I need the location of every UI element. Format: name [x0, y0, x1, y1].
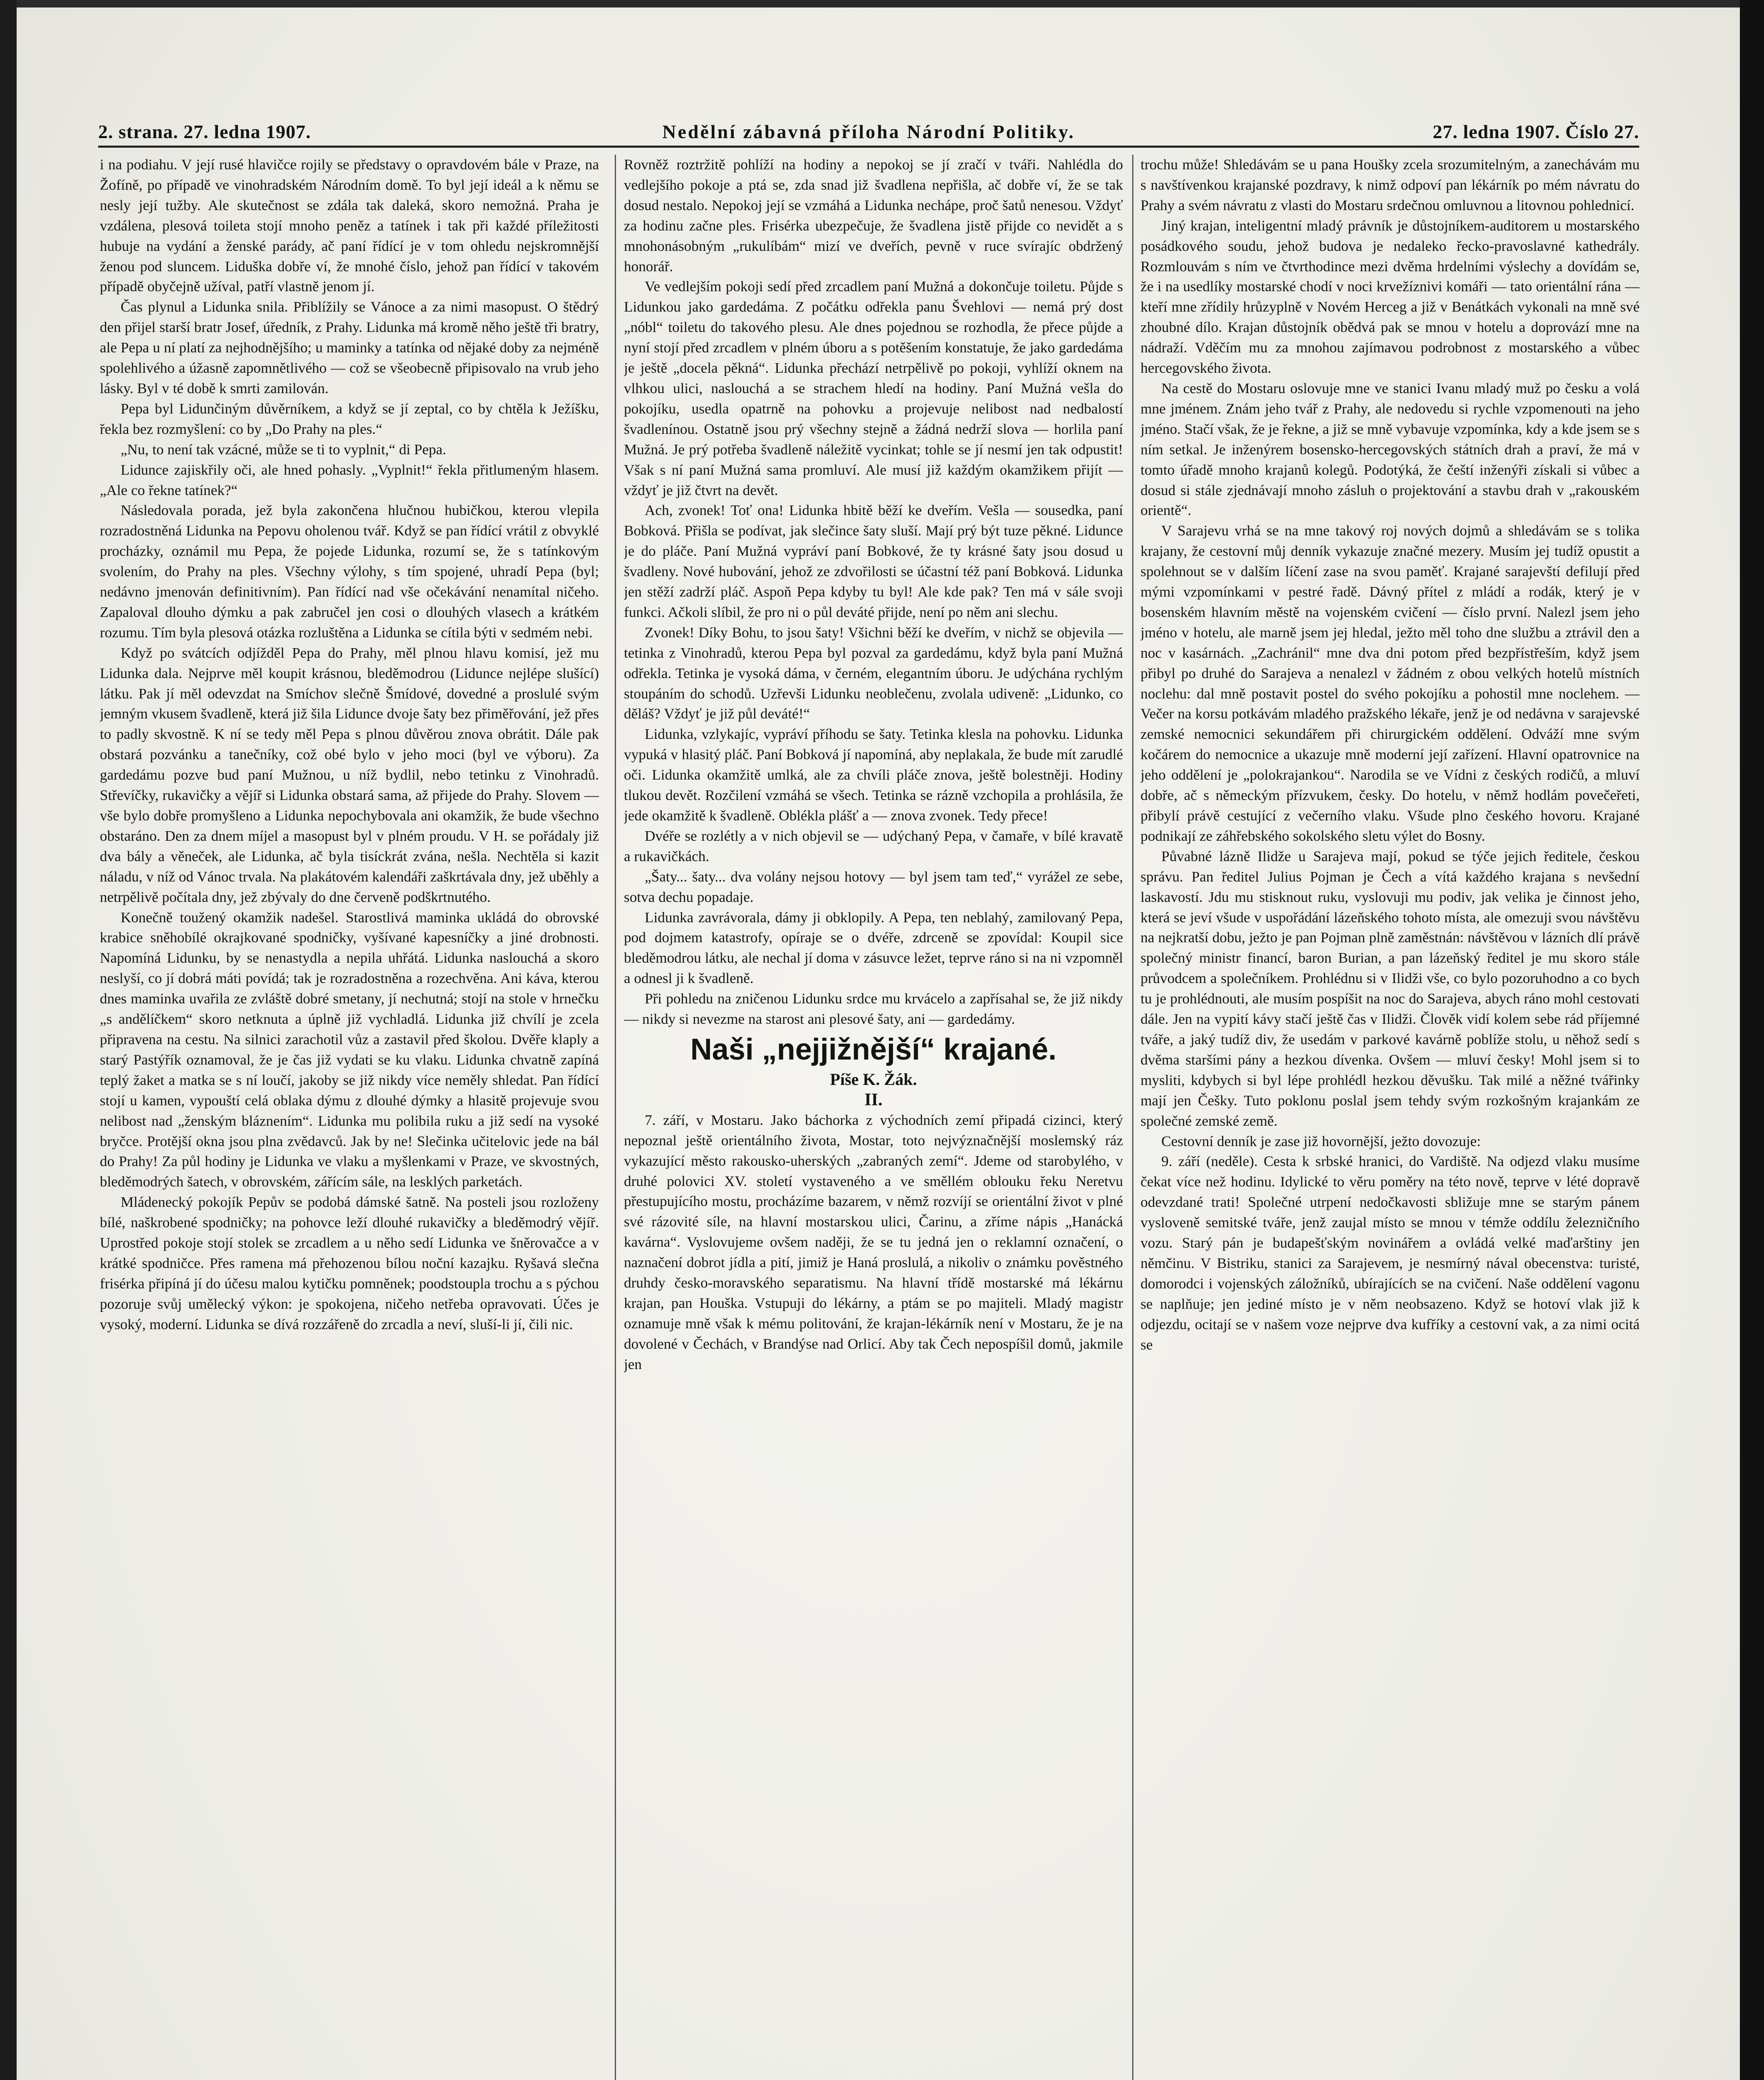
header-page-date: 2. strana. 27. ledna 1907. — [98, 121, 311, 142]
scan-border-top — [0, 0, 1764, 7]
paragraph: Lidunce zajiskřily oči, ale hned pohasly. „Vyplnit!“ řekla přitlumeným hlasem. „Ale co řekne tatínek?“ — [100, 461, 599, 498]
paragraph: Když po svátcích odjížděl Pepa do Prahy, měl plnou hlavu komisí, jež mu Lidunka dala. Nejprve měl koupit krásnou, bleděmodrou (Lidunce nejlépe slušící) látku. Pak jí měl odevzdat na Smíchov slečně Šmídové, dovedné a proslulé svým jemným vkusem švadleně, která již šila Lidunce dvoje šaty bez přiměřování, jež přes to padly skvostně. K ní se tedy měl Pepa s plnou důvěrou znova obrátit. Dále pak obstará pozvánku a tanečníky, což obé bylo v jeho moci (byl ve výboru). Za gardedámu pozve bud paní Mužnou, u níž bydlil, nebo tetinku z Vinohradů. Střevíčky, rukavičky a vějíř si Lidunka obstará sama, až přijede do Prahy. Slovem — vše bylo dobře promyšleno a Lidunka nepochybovala ani okamžik, že bude všechno obstaráno. Den za dnem míjel a masopust byl v plném proudu. V H. se pořádaly již dva bály a věneček, ale Lidunka, ač byla tisíckrát zvána, nešla. Nechtěla si kazit náladu, v níž od Vánoc trvala. Na plakátovém kalendáři zaškrtávala dny, jež uběhly a netrpělivě počítala dny, jež zbývaly do dne červeně podškrtnutého. — [100, 644, 599, 905]
paragraph: Mládenecký pokojík Pepův se podobá dámské šatně. Na posteli jsou rozloženy bílé, naškrobené spodničky; na pohovce leží dlouhé rukavičky a bleděmodrý vějíř. Uprostřed pokoje stojí stolek se zrcadlem a u něho sedí Lidunka ve šněrovačce a v krátké spodničce. Přes ramena má přehozenou bílou noční kazajku. Ryšavá slečna frisérka připíná jí do účesu malou kytičku pomněnek; poodstoupla trochu a s pýchou pozoruje svůj umělecký výkon: je spokojena, ničeho netřeba opravovati. Účes je vysoký, moderní. Lidunka se dívá rozzářeně do zrcadla a neví, sluší-li jí, čili nic. — [100, 1194, 599, 1332]
paragraph: Čas plynul a Lidunka snila. Přiblížily se Vánoce a za nimi masopust. O štědrý den přijel starší bratr Josef, úředník, z Prahy. Lidunka má kromě něho ještě tři bratry, ale Pepa u ní platí za nejhodnějšího; u maminky a tatínka od nějaké doby za nejméně spolehlivého a úžasně zapomnětlivého — což se všeobecně připisovalo na vrub jeho lásky. Byl v té době k smrti zamilován. — [100, 299, 599, 396]
paragraph: Lidunka zavrávorala, dámy ji obklopily. A Pepa, ten neblahý, zamilovaný Pepa, pod dojmem katastrofy, opíraje se o dvéře, zdrceně se zpovídal: Koupil sice bleděmodrou látku, ale nechal jí doma v zásuvce ležet, teprve ráno si na ni vzpomněl a odnesl ji k švadleně. — [624, 909, 1123, 987]
paragraph: V Sarajevu vrhá se na mne takový roj nových dojmů a shledávám se s tolika krajany, že cestovní můj denník vykazuje značné mezery. Musím jej tudíž opustit a spolehnout se v dalším líčení zase na svou paměť. Krajané sarajevští defilují před mými vzpomínkami v pestré řadě. Dávný přítel z mládí a rodák, který je v bosenském hlavním městě na vojenském cvičení — číslo první. Nalezl jsem jeho jméno v hotelu, ale marně jsem jej hledal, ježto měl toho dne službu a ztrávil den a noc v kasárnách. „Zachránil“ mne dva dni potom před bezpřístřeším, když jsem přibyl po druhé do Sarajeva a nenalezl v žádném z obou velkých hotelů místních noclehu: dal mně postavit postel do svého pokojíku a pohostil mne noclehem. — Večer na korsu potkávám mladého pražského lékaře, jenž je od nedávna v sarajevské zemské nemocnici sekundářem při chirurgickém oddělení. Odváží mne svým kočárem do nemocnice a ukazuje mně moderní její zařízení. Hlavní opatrovnice na jeho oddělení je „polokrajankou“. Narodila se ve Vídni z českých rodičů, a mluví dobře, ač s německým přízvukem, česky. Do hotelu, v němž hodlám povečeřeti, přibylí právě cestující z večerního vlaku. Všude plno českého hovoru. Krajané podnikají ze záhřebského sokolského sletu výlet do Bosny. — [1141, 522, 1640, 844]
paragraph: Jiný krajan, inteligentní mladý právník je důstojníkem-auditorem u mostarského posádkového soudu, jehož budova je nedaleko řecko-pravoslavné kathedrály. Rozmlouvám s ním ve čtvrthodince mezi dvěma hrdelními výslechy a dovídám se, že i na usedlíky mostarské chodí v noci krvežíznivi komáři — tato orientální rána — kteří mne zřídily hrůzyplně v Novém Herceg a již v Benátkách vykonali na mně své zhoubné dílo. Krajan důstojník obědvá pak se mnou v hotelu a doprovází mne na nádraží. Vděčím mu za mnohou zajímavou podrobnost z mostarského a vůbec hercegovského života. — [1141, 217, 1640, 376]
paragraph: Cestovní denník je zase již hovornější, ježto dovozuje: — [1161, 1133, 1481, 1149]
paragraph: Při pohledu na zničenou Lidunku srdce mu krvácelo a zapřísahal se, že již nikdy — nikdy si nevezme na starost ani plesové šaty, ani — gardedámy. — [624, 990, 1123, 1028]
header-date-issue: 27. ledna 1907. Číslo 27. — [1432, 121, 1639, 142]
column-1 — [100, 155, 599, 2080]
scan-border-left — [0, 0, 17, 2080]
paragraph: Ve vedlejším pokoji sedí před zrcadlem paní Mužná a dokončuje toiletu. Půjde s Lidunkou jako gardedáma. Z počátku odřekla panu Švehlovi — nemá prý dost „nóbl“ toiletu do takového plesu. Ale dnes pojednou se rozhodla, že přece půjde a nyní stojí před zrcadlem v plném úboru a s potěšením konstatuje, že jako gardedáma je ještě „docela pěkná“. Lidunka přechází netrpělivě po pokoji, vyhlíží oknem na vlhkou ulici, naslouchá a se strachem hledí na hodiny. Paní Mužná vešla do pokojíku, usedla opatrně na pohovku a projevuje nelibost nad nedbalostí švadlenínou. Ostatně jsou prý všechny stejně a žádná nedrží slova — horlila paní Mužná. Je prý potřeba švadleně náležitě vycinkat; tohle se jí nesmí jen tak odpustit! Však s ní paní Mužná sama promluví. Ale musí již každým okamžikem přijít — vždyť je již čtvrt na devět. — [624, 278, 1123, 498]
paragraph: „Nu, to není tak vzácné, může se ti to vyplnit,“ di Pepa. — [121, 441, 446, 458]
paragraph: Rovněž roztržitě pohlíží na hodiny a nepokoj se jí zračí v tváři. Nahlédla do vedlejšího pokoje a ptá se, zda snad již švadlena nepřišla, ač dobře ví, že se tak dosud nestalo. Nepokoj její se vzmáhá a Lidunka nechápe, proč šatů nenesou. Vždyť za hodinu začne ples. Frisérka ubezpečuje, že švadlena jistě přijde co nevidět a s mnohonásobným „rukulíbám“ mizí ve dveřích, pevně v ruce svírajíc obdržený honorář. — [624, 156, 1123, 275]
paragraph: Zvonek! Díky Bohu, to jsou šaty! Všichni běží ke dveřím, v nichž se objevila — tetinka z Vinohradů, kterou Pepa byl pozval za gardedámu, když byla paní Mužná odřekla. Tetinka je vysoká dáma, v černém, elegantním úboru. Je udýchána rychlým stoupáním do schodů. Uzřevši Lidunku neoblečenu, zvolala udiveně: „Lidunko, co děláš? Vždyť je již půl deváté!“ — [624, 624, 1123, 722]
article-title: Naši „nejjižnější“ krajané. — [690, 1033, 1057, 1066]
page-header — [98, 119, 1639, 148]
paragraph: i na podiahu. V její rusé hlavičce rojily se představy o opravdovém bále v Praze, na Žofíně, po případě ve vinohradském Národním domě. To byl její ideál a k němu se nesly její tužby. Ale skutečnost se zdála tak daleká, skoro nemožná. Praha je vzdálena, plesová toileta stojí mnoho peněz a tatínek i tak při každé příležitosti hubuje na vydání a ženské parády, ač paní řídící je v tom ohledu nejskromnější ženou pod sluncem. Liduška dobře ví, že mnohé číslo, jehož pan řídící v takovém případě obyčejně užíval, patří vlastně jenom jí. — [100, 156, 599, 295]
scan-border-right — [1740, 0, 1764, 2080]
paragraph: Ach, zvonek! Toť ona! Lidunka hbitě běží ke dveřím. Vešla — sousedka, paní Bobková. Přišla se podívat, jak slečince šaty sluší. Mají prý být tuze pěkné. Lidunce je do pláče. Paní Mužná vypráví paní Bobkové, že ty krásné šaty jsou dosud u švadleny. Nové hubování, jehož ze zdvořilosti se účastní též paní Bobková. Lidunka jen stěží zadrží pláč. Aspoň Pepa kdyby tu byl! Ale kde pak? Ten má v sále svoji funkci. Ačkoli slíbil, že pro ni o půl deváté přijde, není po něm ani slechu. — [624, 502, 1123, 620]
column-rule-1 — [615, 155, 616, 2080]
paragraph: Konečně toužený okamžik nadešel. Starostlivá maminka ukládá do obrovské krabice sněhobílé okrajkované spodničky, vyšívané kapesníčky a jiné drobnosti. Napomíná Lidunku, by se nenastydla a nepila uhřátá. Lidunka naslouchá a skoro neslyší, co jí dobrá máti povídá; tak je rozradostněna a rozechvěna. Ani káva, kterou dnes maminka uvařila ze zvláště dobré smetany, jí nechutná; stojí na stole v hrnečku „s andělíčkem“ skoro netknuta a úplně již vychladlá. Lidunka již chvílí je zcela připravena na cestu. Na silnici zarachotil vůz a zastavil před školou. Dvěře klaply a starý Pastýřík oznamoval, že je čas již vydati se ku vlaku. Lidunka chvatně zapíná teplý žaket a matka se s ní loučí, jakoby se již nikdy více neměly shledat. Pan řídící stojí u kamen, vypouští celá oblaka dýmu z dlouhé dýmky a hlasitě projevuje svou nelibost nad „ženským bláznením“. Lidunka mu polibila ruku a již sedí na vysoké bryčce. Protější okna jsou plna zvědavců. Jak by ne! Slečinka učitelovic jede na bál do Prahy! Za půl hodiny je Lidunka ve vlaku a myšlenkami v Praze, ve skvostných, bleděmodrých šatech, v obrovském, zářícím sále, na lesklých parketách. — [100, 909, 599, 1190]
article-author: Píše K. Žák. — [830, 1070, 917, 1089]
paragraph: trochu může! Shledávám se u pana Houšky zcela srozumitelným, a zanechávám mu s navštívenkou krajanské pozdravy, k nimž odpoví pan lékárník po mém návratu do Prahy a svém návratu z vlasti do Mostaru srdečnou omluvnou a litovnou pohlednicí. — [1141, 156, 1640, 213]
paragraph: Na cestě do Mostaru oslovuje mne ve stanici Ivanu mladý muž po česku a volá mne jménem. Znám jeho tvář z Prahy, ale nedovedu si rychle vzpomenouti na jeho jméno. Stačí však, že je řekne, a již se mně vybavuje vzpomínka, kdy a kde jsem se s ním setkal. Je inženýrem bosensko-hercegovských státních drah a praví, že má v tomto úřadě mnoho krajanů kolegů. Podotýká, že čeští inženýři získali si vůbec a dosud si stále zjednávají mnoho zásluh o projektování a stavbu drah v „rakouském orientě“. — [1141, 380, 1640, 519]
paragraph: Lidunka, vzlykajíc, vypráví příhodu se šaty. Tetinka klesla na pohovku. Lidunka vypuká v hlasitý pláč. Paní Bobková jí napomíná, aby neplakala, že bude mít zarudlé oči. Lidunka okamžitě umlká, ale za chvíli pláče znova, ještě bolestněji. Hodiny tlukou devět. Rozčilení vzmáhá se všech. Tetinka se rázně vzchopila a prohlásila, že jede okamžitě k švadleně. Oblékla plášť a — znova zvonek. Tedy přece! — [624, 726, 1123, 824]
paragraph: Půvabné lázně Ilidže u Sarajeva mají, pokud se týče jejich ředitele, českou správu. Pan ředitel Julius Pojman je Čech a vítá každého krajana s nevšední laskavostí. Jdu mu stisknout ruku, vyslovuji mu podiv, jak velika je činnost jeho, která se jeví všude v uspořádání lázeňského tohoto místa, ale omezuji svou návštěvu na nejkratší dobu, ježto je pan Pojman plně zaměstnán: návštěvou v lázních dlí právě společný ministr financí, baron Burian, a pan lázeňský ředitel je mu skoro stále průvodcem a společníkem. Prohlédnu si v Ilidži vše, co bylo pozoruhodno a co bych tu je prohlédnouti, ale musím pospíšit na noc do Sarajeva, abych ráno mohl cestovati dále. Jen na vypití kávy stačí ještě čas v Ilidži. Člověk vidí kolem sebe rád příjemné tváře, a jaký tudíž div, že usedám v parkové kavárně poblíže stolu, u něhož sedí s dvěma staršími pány a hezkou dívenka. Ovšem — mluví česky! Mohl jsem si to mysliti, kdybych si byl lépe prohlédl hezkou děvušku. Tak milé a něžné tvářinky mají jen Češky. Tuto poklonu poslal jsem tehdy svým rozkošným krajankám ze společné zemské země. — [1141, 848, 1640, 1129]
paragraph: Pepa byl Lidunčiným důvěrníkem, a když se jí zeptal, co by chtěla k Ježíšku, řekla bez rozmyšlení: co by „Do Prahy na ples.“ — [100, 400, 599, 437]
header-publication-title: Nedělní zábavná příloha Národní Politiky. — [662, 121, 1075, 142]
article-section-number: II. — [864, 1090, 883, 1109]
paragraph: „Šaty... šaty... dva volány nejsou hotovy — byl jsem tam teď,“ vyrážel ze sebe, sotva dechu popadaje. — [624, 868, 1123, 905]
paragraph: Dvéře se rozlétly a v nich objevil se — udýchaný Pepa, v čamaře, v bílé kravatě a rukavičkách. — [624, 827, 1123, 864]
paragraph: Následovala porada, jež byla zakončena hlučnou hubičkou, kterou vlepila rozradostněná Lidunka na Pepovu oholenou tvář. Když se pan řídící vrátil z obvyklé procházky, oznámil mu Pepa, že pojede Lidunka, rozumí se, že s tatínkovým svolením, do Prahy na ples. Všechny výlohy, s tím spojené, uhradí Pepa (byl; nedávno jmenován definitivním). Pan řídící nad vše očekávání nenamítal ničeho. Zapaloval dlouho dýmku a pak zabručel jen cosi o dlouhých vlasech a krátkém rozumu. Tím byla plesová otázka rozluštěna a Lidunka se cítila býti v sedmém nebi. — [100, 502, 599, 641]
column-3 — [1141, 155, 1640, 2080]
paragraph: 9. září (neděle). Cesta k srbské hranici, do Vardiště. Na odjezd vlaku musíme čekat více než hodinu. Idylické to věru poměry na této nově, teprve v lété dopravě odevzdané trati! Společné utrpení nedočkavosti sbližuje mne se starým pánem vysloveně semitské tváře, jenž zaujal místo se mnou v témže oddílu železničního vozu. Starý pán je budapešťským novinářem a ovládá velké maďarštiny jen němčinu. V Bistriku, stanici za Sarajevem, je nesmírný nával obecenstva: turisté, domorodci i vojenských záložníků, ubírajících se na cvičení. Naše oddělení vagonu se naplňuje; jen jediné místo je v něm neobsazeno. Když se hotoví vlak již k odjezdu, ocitají se v našem voze nejprve dva kufříky a cestovní vak, a za nimi ocitá se — [1141, 1153, 1640, 1353]
column-2 — [624, 155, 1123, 2080]
column-rule-2 — [1132, 155, 1133, 2080]
paragraph: 7. září, v Mostaru. Jako báchorka z východních zemí připadá cizinci, který nepoznal ještě orientálního života, Mostar, toto nejvýznačnější moslemský ráz vykazující město rakousko-uherských „zabraných zemí“. Jdeme od starobylého, v druhé polovici XV. století vystaveného a ve směllém oblouku řeku Neretvu přestupujícího mostu, procházíme bazarem, v němž rozvíjí se orientální život v plné své rázovité síle, na hlavní mostarskou ulici, Čarinu, a zříme nápis „Hanácká kavárna“. Vyslovujeme ovšem naději, že se tu jedná jen o reklamní označení, o naznačení dobrot jídla a pití, jimiž je Haná proslulá, a nikoliv o známku pověstného druhdy česko-moravského separatismu. Na hlavní třídě mostarské má lékárnu krajan, pan Houška. Vstupuji do lékárny, a ptám se po majiteli. Mladý magistr oznamuje mně však k mému politování, že krajan-lékárník není v Mostaru, že je na dovolené v Čechách, v Brandýse nad Orlicí. Aby tak Čech nepospíšil domů, jakmile jen — [624, 1112, 1123, 1372]
